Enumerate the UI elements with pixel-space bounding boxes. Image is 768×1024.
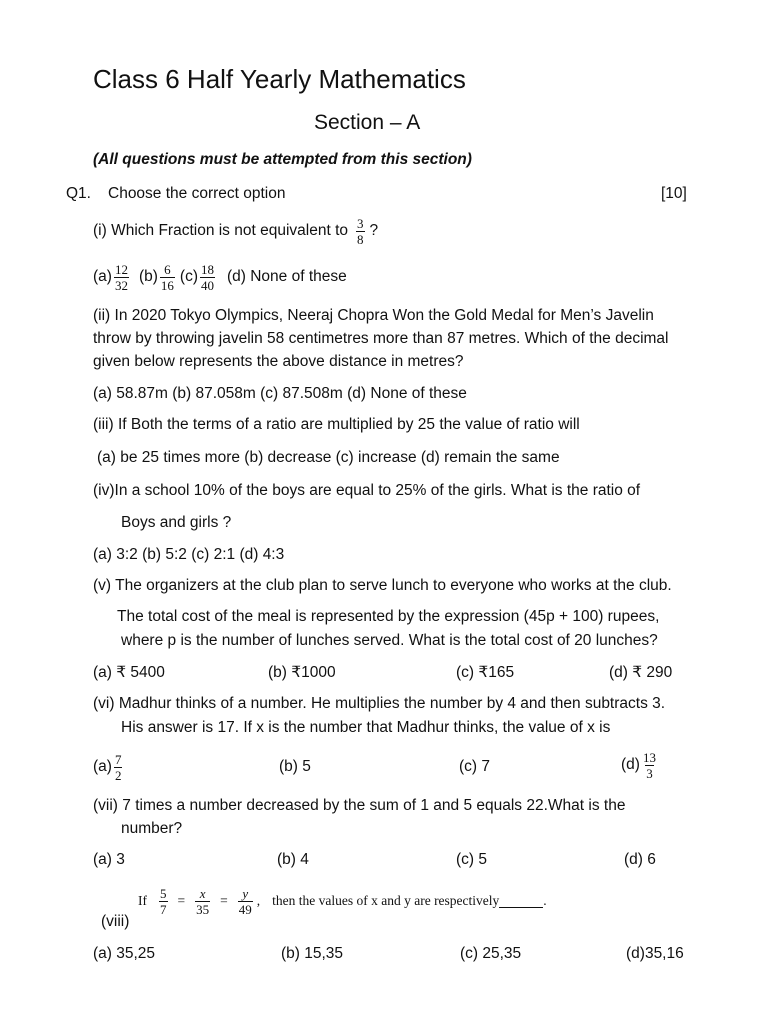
fraction-numerator: 18 <box>200 261 214 277</box>
item-ii-line2: throw by throwing javelin 58 centimetres more than 87 metres. Which of the decimal <box>93 330 669 347</box>
item-i-question <box>93 214 378 248</box>
item-i-question-text: (i) Which Fraction is not equivalent to <box>93 222 348 239</box>
item-iv-line1: (iv)In a school 10% of the boys are equal to 25% of the girls. What is the ratio of <box>93 482 641 499</box>
item-viii-label: (viii) <box>101 913 130 930</box>
option-a-fraction <box>114 753 123 782</box>
question-number: Q1. <box>66 185 91 202</box>
item-vi-option-a <box>93 749 124 785</box>
fraction-numerator: 3 <box>357 215 364 231</box>
item-vii-option-a: (a) 3 <box>93 851 125 868</box>
item-vi-option-c: (c) 7 <box>459 758 490 775</box>
fraction-numerator: 12 <box>114 261 128 277</box>
fraction-numerator: 5 <box>160 885 167 901</box>
equation-fraction-2 <box>195 887 210 916</box>
item-ii-line3: given below represents the above distance in metres? <box>93 353 464 370</box>
item-v-option-c: (c) ₹165 <box>456 664 515 681</box>
item-v-option-d: (d) ₹ 290 <box>609 664 673 681</box>
fraction-numerator: y <box>242 885 249 901</box>
option-a-label: (a) <box>93 268 112 285</box>
item-v-line1: (v) The organizers at the club plan to serve lunch to everyone who works at the club. <box>93 577 672 594</box>
fraction-denominator: 32 <box>114 277 128 293</box>
equation-fraction-3 <box>238 887 253 916</box>
equation-tail: then the values of x and y are respectively <box>272 893 500 908</box>
item-iii-line1: (iii) If Both the terms of a ratio are multiplied by 25 the value of ratio will <box>93 416 580 433</box>
answer-blank <box>499 895 543 908</box>
item-vii-option-b: (b) 4 <box>277 851 309 868</box>
item-viii-option-c: (c) 25,35 <box>460 945 522 962</box>
item-v-line2: The total cost of the meal is represented by the expression (45p + 100) rupees, <box>117 608 660 625</box>
equals-sign: = <box>220 893 228 908</box>
item-vi-option-b: (b) 5 <box>279 758 311 775</box>
option-d-label: (d) <box>621 756 640 773</box>
item-vii-line1: (vii) 7 times a number decreased by the sum of 1 and 5 equals 22.What is the <box>93 797 626 814</box>
item-viii-option-a: (a) 35,25 <box>93 945 156 962</box>
question-mark: ? <box>369 222 379 239</box>
fraction-numerator: x <box>199 885 206 901</box>
page-title: Class 6 Half Yearly Mathematics <box>93 64 466 94</box>
item-viii-option-b: (b) 15,35 <box>281 945 344 962</box>
option-b-label: (b) <box>138 268 158 285</box>
item-vi-line2: His answer is 17. If x is the number that Madhur thinks, the value of x is <box>121 719 611 736</box>
item-viii-option-d: (d)35,16 <box>626 945 684 962</box>
equation-fraction-1 <box>159 887 168 916</box>
item-v-option-b: (b) ₹1000 <box>268 664 336 681</box>
option-b-fraction <box>160 263 175 292</box>
item-iii-options: (a) be 25 times more (b) decrease (c) increase (d) remain the same <box>97 449 560 466</box>
item-v-option-a: (a) ₹ 5400 <box>93 664 165 681</box>
option-d-fraction <box>642 751 657 780</box>
fraction-numerator: 7 <box>114 751 122 767</box>
item-ii-options: (a) 58.87m (b) 87.058m (c) 87.508m (d) None of these <box>93 385 467 402</box>
fraction-denominator: 8 <box>357 231 364 247</box>
item-vii-option-d: (d) 6 <box>624 851 656 868</box>
section-instruction: (All questions must be attempted from this section) <box>93 151 472 168</box>
item-ii-line1: (ii) In 2020 Tokyo Olympics, Neeraj Chopra Won the Gold Medal for Men’s Javelin <box>93 307 654 324</box>
option-c-label: (c) <box>179 268 198 285</box>
option-a-label: (a) <box>93 758 112 775</box>
fraction-numerator: 13 <box>642 749 656 765</box>
item-viii-equation: If $\frac{5}{7}$ = $\frac{x}{35}$ = $\frac{y}{49}$ , then the values of x and y are respectively . <box>138 885 547 917</box>
equation-if: If <box>138 893 147 908</box>
option-d-label: (d) None of these <box>226 268 347 285</box>
question-marks: [10] <box>661 185 687 202</box>
fraction-denominator: 40 <box>200 277 214 293</box>
fraction-denominator: 2 <box>114 767 122 783</box>
fraction-denominator: 49 <box>238 901 252 917</box>
fraction-numerator: 6 <box>164 261 171 277</box>
item-i-options <box>93 260 347 294</box>
fraction-denominator: 35 <box>196 901 210 917</box>
option-c-fraction <box>200 263 215 292</box>
fraction-denominator: 3 <box>646 765 653 781</box>
option-a-fraction <box>114 263 129 292</box>
item-vii-option-c: (c) 5 <box>456 851 487 868</box>
question-prompt: Choose the correct option <box>108 185 286 202</box>
item-vi-option-d <box>621 747 659 783</box>
fraction-3-8 <box>356 217 365 246</box>
equals-sign: = <box>177 893 186 908</box>
item-vi-line1: (vi) Madhur thinks of a number. He multiplies the number by 4 and then subtracts 3. <box>93 695 666 712</box>
item-iv-line2: Boys and girls ? <box>121 514 232 531</box>
item-v-line3: where p is the number of lunches served. What is the total cost of 20 lunches? <box>121 632 658 649</box>
section-heading: Section – A <box>314 111 421 134</box>
fraction-denominator: 16 <box>160 277 174 293</box>
fraction-denominator: 7 <box>160 901 167 917</box>
item-iv-options: (a) 3:2 (b) 5:2 (c) 2:1 (d) 4:3 <box>93 546 285 563</box>
item-vii-line2: number? <box>121 820 183 837</box>
